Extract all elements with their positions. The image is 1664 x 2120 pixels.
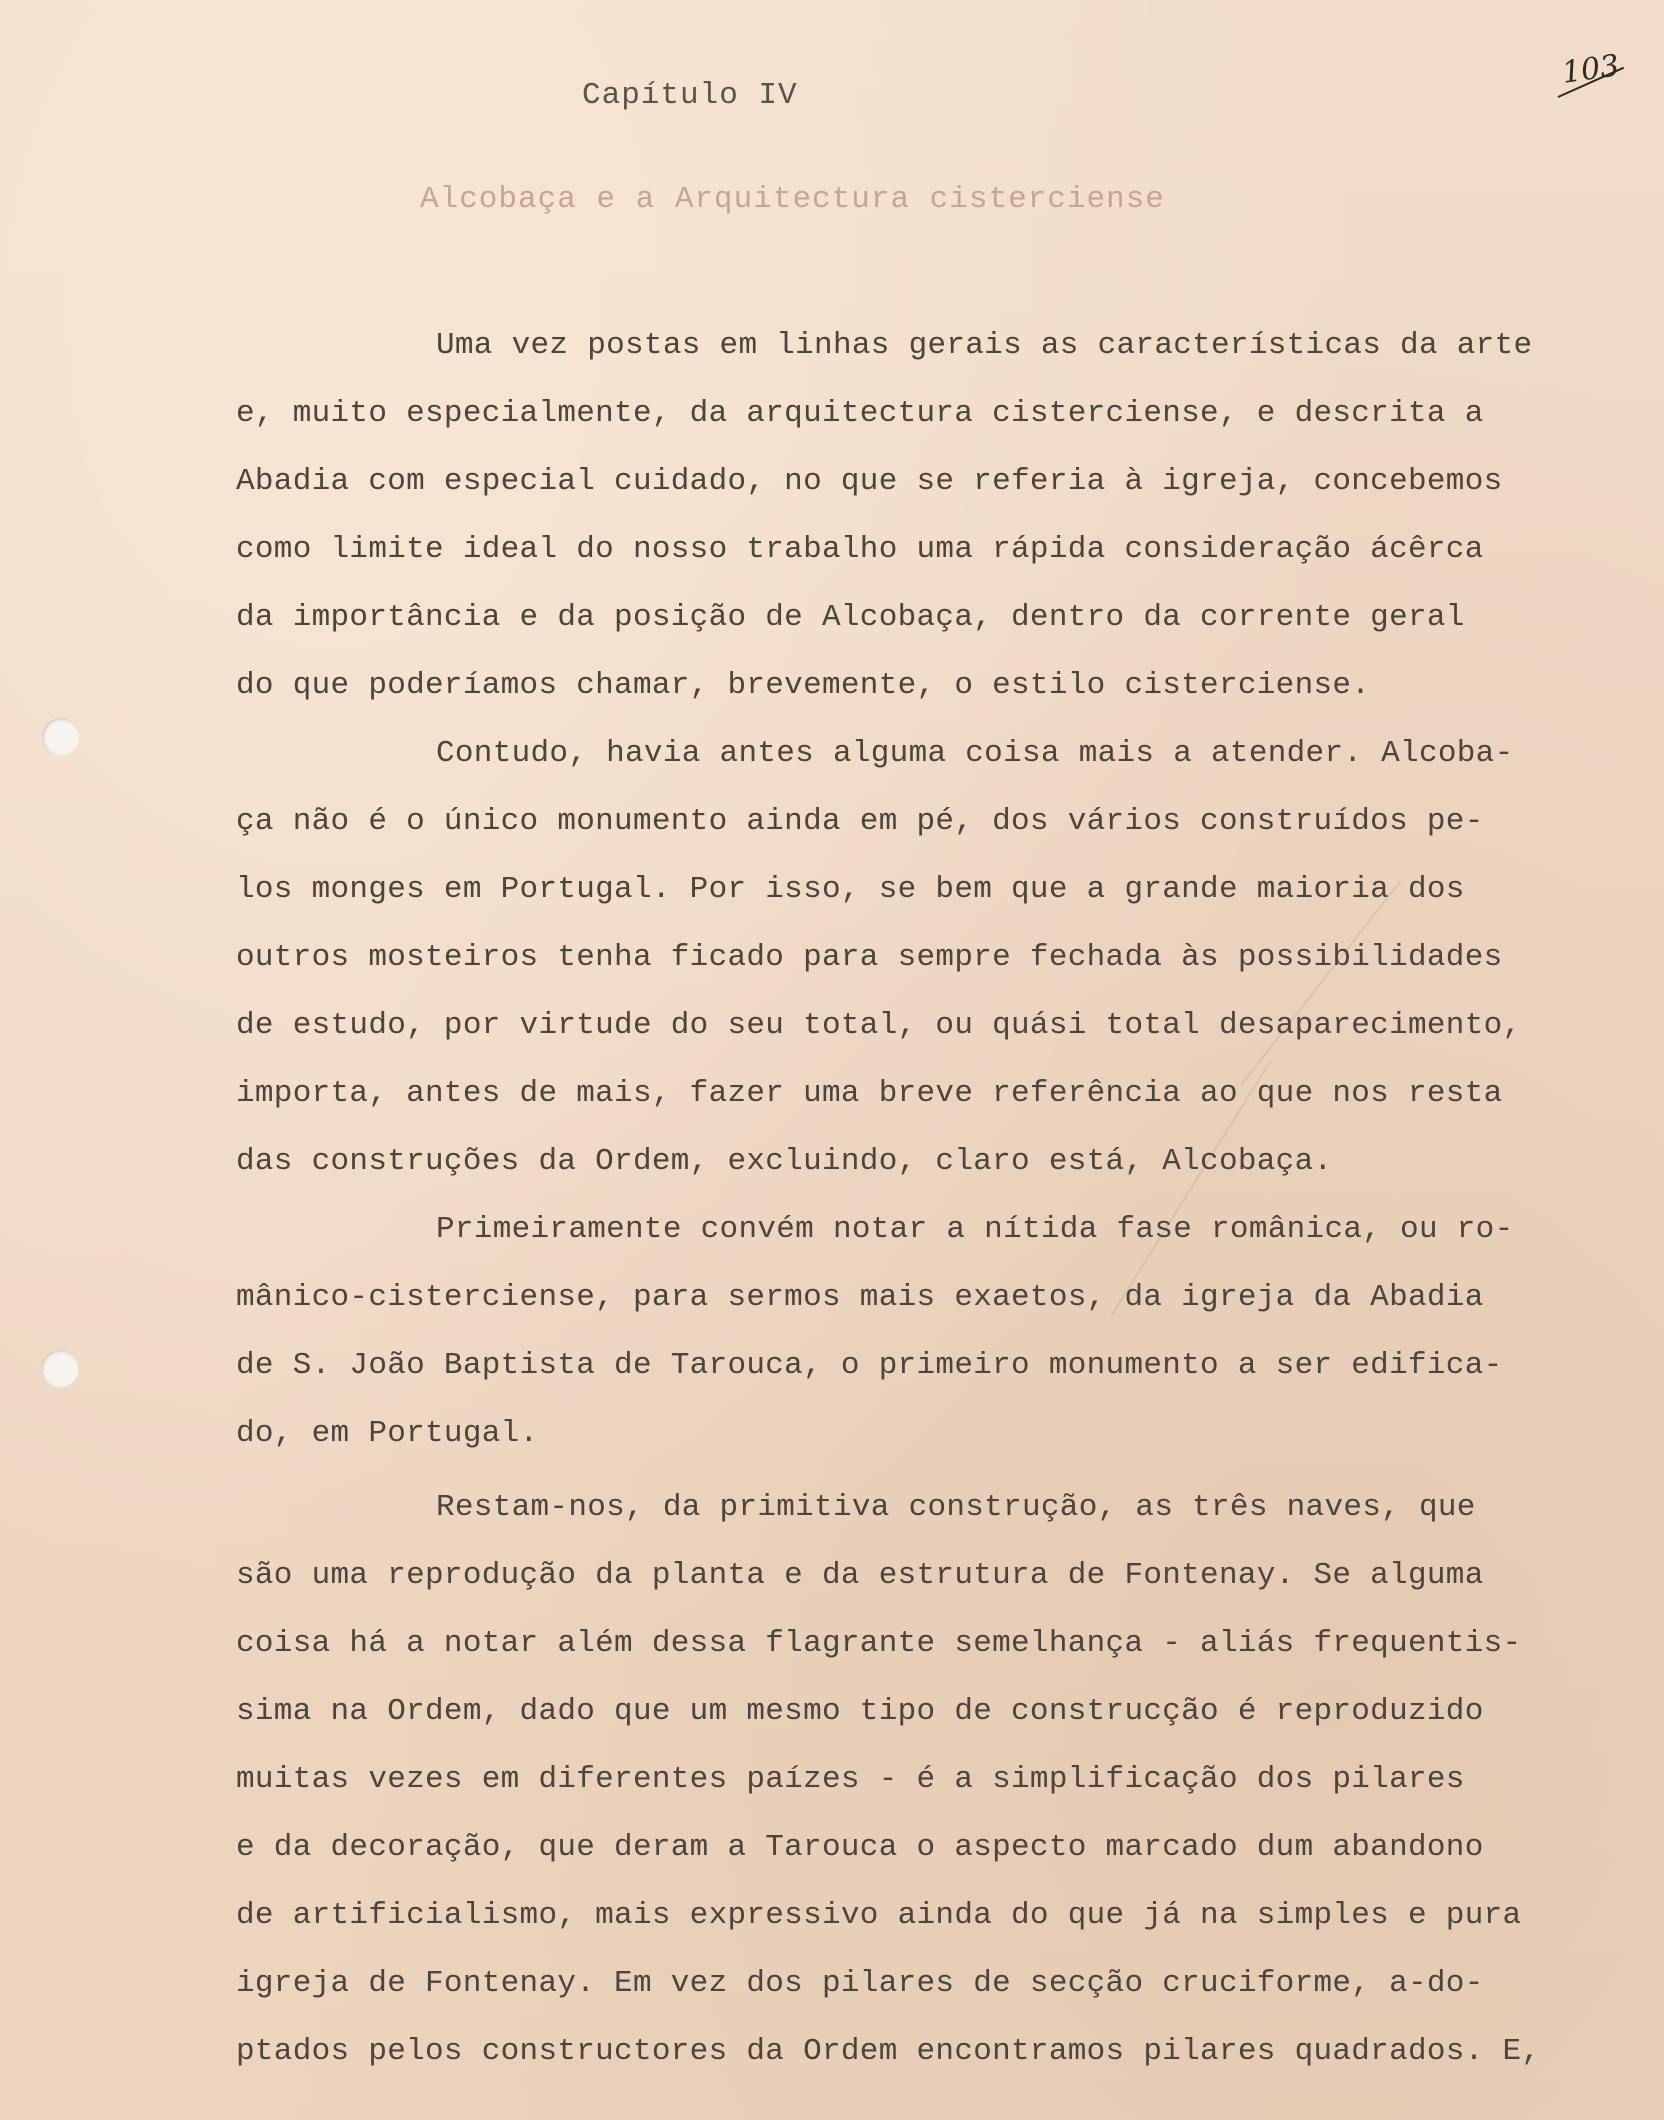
- text-line: como limite ideal do nosso trabalho uma rápida consideração ácêrca: [236, 532, 1484, 567]
- text-line: do, em Portugal.: [236, 1416, 539, 1451]
- text-line: Contudo, havia antes alguma coisa mais a atender. Alcoba-: [436, 736, 1514, 771]
- text-line: muitas vezes em diferentes paízes - é a simplificação dos pilares: [236, 1762, 1465, 1797]
- text-line: Primeiramente convém notar a nítida fase românica, ou ro-: [436, 1212, 1514, 1247]
- text-line: são uma reprodução da planta e da estrutura de Fontenay. Se alguma: [236, 1558, 1484, 1593]
- punch-hole: [41, 1350, 79, 1388]
- text-line: de artificialismo, mais expressivo ainda do que já na simples e pura: [236, 1898, 1522, 1933]
- text-line: e, muito especialmente, da arquitectura cisterciense, e descrita a: [236, 396, 1484, 431]
- text-line: importa, antes de mais, fazer uma breve referência ao que nos resta: [236, 1076, 1503, 1111]
- text-line: coisa há a notar além dessa flagrante semelhança - aliás frequentis-: [236, 1626, 1522, 1661]
- text-line: Restam-nos, da primitiva construção, as três naves, que: [436, 1490, 1476, 1525]
- text-line: da importância e da posição de Alcobaça, dentro da corrente geral: [236, 600, 1465, 635]
- chapter-heading: Capítulo IV: [582, 78, 798, 113]
- punch-hole: [42, 718, 80, 756]
- body-text: [236, 312, 1596, 2086]
- text-line: e da decoração, que deram a Tarouca o aspecto marcado dum abandono: [236, 1830, 1484, 1865]
- text-line: los monges em Portugal. Por isso, se bem que a grande maioria dos: [236, 872, 1465, 907]
- text-line: ça não é o único monumento ainda em pé, dos vários construídos pe-: [236, 804, 1484, 839]
- text-line: outros mosteiros tenha ficado para sempre fechada às possibilidades: [236, 940, 1503, 975]
- text-line: das construções da Ordem, excluindo, claro está, Alcobaça.: [236, 1144, 1333, 1179]
- text-line: mânico-cisterciense, para sermos mais exaetos, da igreja da Abadia: [236, 1280, 1484, 1315]
- text-line: Uma vez postas em linhas gerais as características da arte: [436, 328, 1533, 363]
- text-line: Abadia com especial cuidado, no que se referia à igreja, concebemos: [236, 464, 1503, 499]
- text-line: ptados pelos constructores da Ordem encontramos pilares quadrados. E,: [236, 2034, 1541, 2069]
- chapter-title: Alcobaça e a Arquitectura cisterciense: [420, 182, 1165, 217]
- text-line: de estudo, por virtude do seu total, ou quási total desaparecimento,: [236, 1008, 1522, 1043]
- text-line: igreja de Fontenay. Em vez dos pilares de secção cruciforme, a-do-: [236, 1966, 1484, 2001]
- page-number: 103: [1559, 48, 1622, 91]
- text-line: sima na Ordem, dado que um mesmo tipo de construcção é reproduzido: [236, 1694, 1484, 1729]
- text-line: do que poderíamos chamar, brevemente, o estilo cisterciense.: [236, 668, 1371, 703]
- text-line: de S. João Baptista de Tarouca, o primeiro monumento a ser edifica-: [236, 1348, 1503, 1383]
